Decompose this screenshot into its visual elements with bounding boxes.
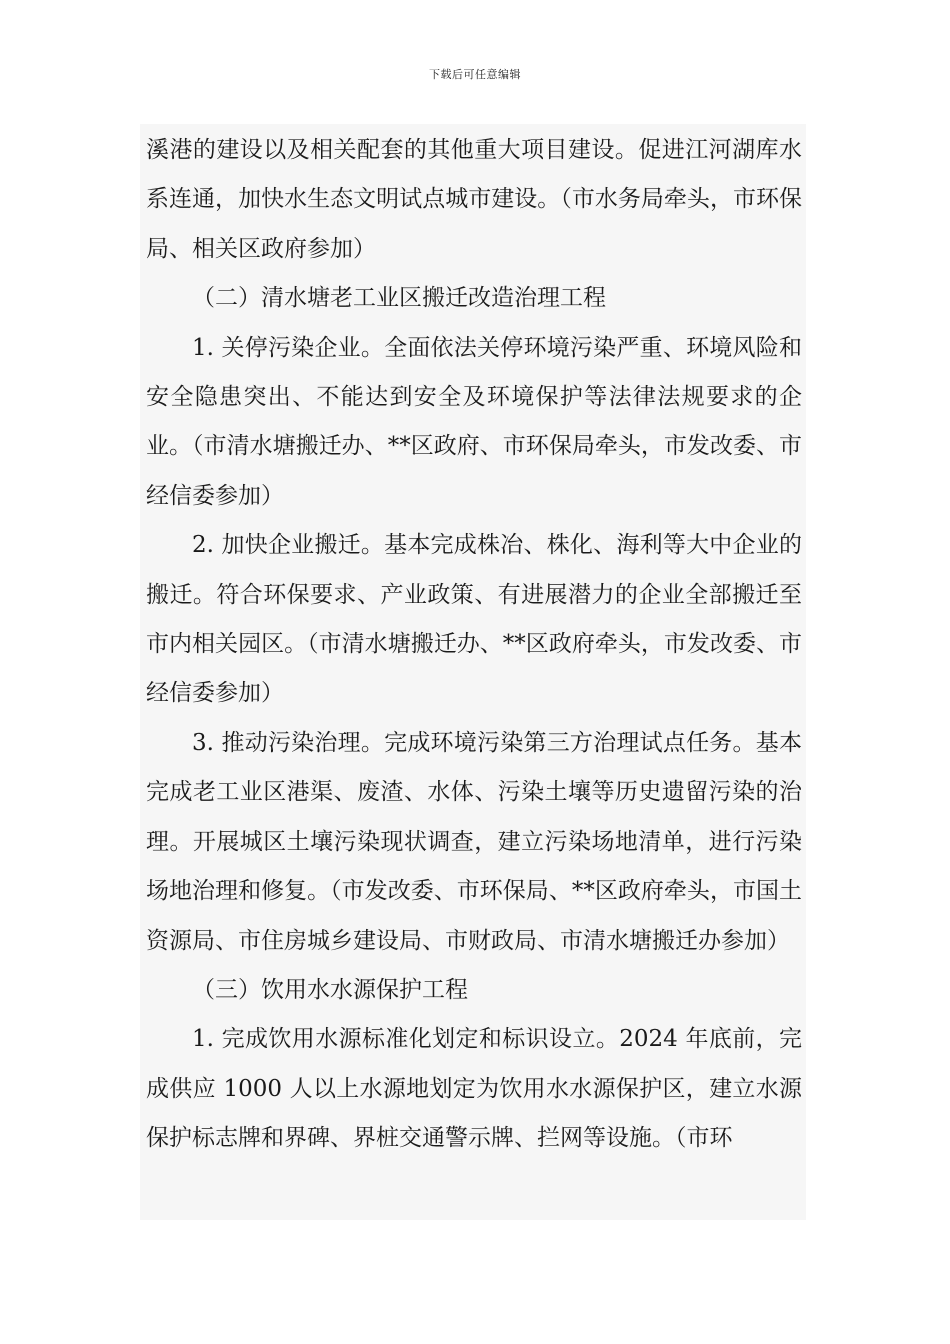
section-heading-3: （三）饮用水水源保护工程 (192, 976, 468, 1003)
paragraph-continuation: 溪港的建设以及相关配套的其他重大项目建设。促进江河湖库水系连通，加快水生态文明试点城市建设。（市水务局牵头，市环保局、相关区政府参加） (146, 137, 802, 262)
paragraph-item-3: 3. 推动污染治理。完成环境污染第三方治理试点任务。基本完成老工业区港渠、废渣、水体、污染土壤等历史遗留污染的治理。开展城区土壤污染现状调查，建立污染场地清单，进行污染场地治理和修复。（市发改委、市环保局、**区政府牵头，市国土资源局、市住房城乡建设局、市财政局、市清水塘搬迁办参加） (146, 729, 802, 954)
paragraph-item-2: 2. 加快企业搬迁。基本完成株冶、株化、海利等大中企业的搬迁。符合环保要求、产业政策、有进展潜力的企业全部搬迁至市内相关园区。（市清水塘搬迁办、**区政府牵头，市发改委、市经信委参加） (146, 532, 802, 707)
paragraph-item-1: 1. 关停污染企业。全面依法关停环境污染严重、环境风险和安全隐患突出、不能达到安全及环境保护等法律法规要求的企业。（市清水塘搬迁办、**区政府、市环保局牵头，市发改委、市经信委参加） (146, 334, 802, 509)
page-header: 下载后可任意编辑 (429, 68, 521, 81)
section-heading-2: （二）清水塘老工业区搬迁改造治理工程 (192, 285, 606, 312)
document-body (146, 126, 802, 1164)
paragraph-item-1-water-source: 1. 完成饮用水源标准化划定和标识设立。2024 年底前，完成供应 1000 人以上水源地划定为饮用水水源保护区，建立水源保护标志牌和界碑、界桩交通警示牌、拦网等设施。（市环 (146, 1026, 802, 1152)
